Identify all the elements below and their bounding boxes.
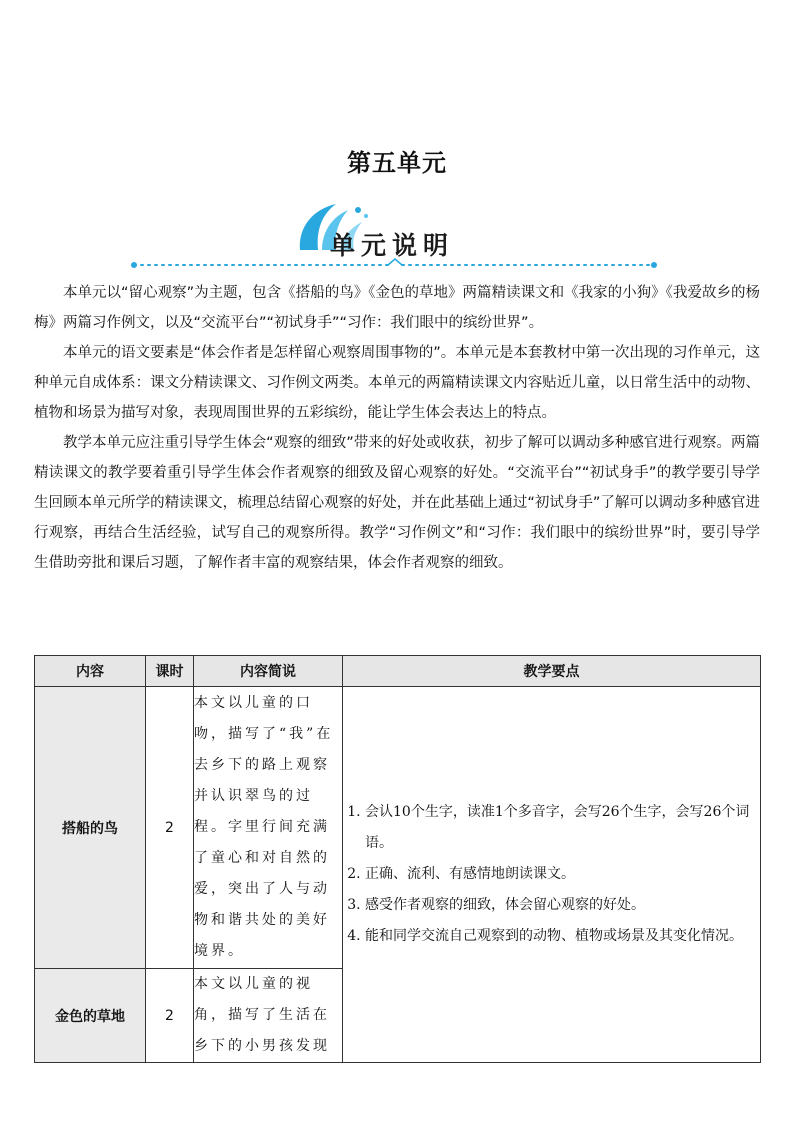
- lesson-hours: 2: [146, 969, 194, 1063]
- table-row: [35, 687, 761, 969]
- list-item: 1. 会认10个生字，读准1个多音字，会写26个生字，会写26个词语。: [365, 797, 760, 859]
- list-item: 4. 能和同学交流自己观察到的动物、植物或场景及其变化情况。: [365, 921, 760, 952]
- page-title: 第五单元: [347, 149, 447, 177]
- header-hours: 课时: [146, 656, 194, 687]
- lesson-summary-text: 本文以儿童的视角，描写了生活在乡下的小男孩发现: [194, 976, 330, 1054]
- dotted-divider: [130, 258, 660, 272]
- section-header-title: 单元说明: [330, 231, 455, 260]
- header-content: 内容: [35, 656, 146, 687]
- header-summary: 内容简说: [194, 656, 343, 687]
- lesson-name: 搭船的鸟: [35, 687, 146, 969]
- lesson-summary: [194, 687, 343, 969]
- lesson-hours: 2: [146, 687, 194, 969]
- paragraph-elements: 本单元的语文要素是“体会作者是怎样留心观察周围事物的”。本单元是本套教材中第一次出现的习作单元，这种单元自成体系：课文分精读课文、习作例文两类。本单元的两篇精读课文内容贴近儿童，以日常生活中的动物、植物和场景为描写对象，表现周围世界的五彩缤纷，能让学生体会表达上的特点。: [34, 345, 760, 421]
- unit-description: [34, 278, 760, 578]
- lesson-summary: [194, 969, 343, 1063]
- lesson-name: 金色的草地: [35, 969, 146, 1063]
- teaching-points: [343, 687, 761, 1063]
- paragraph-theme: 本单元以“留心观察”为主题，包含《搭船的鸟》《金色的草地》两篇精读课文和《我家的小狗》《我爱故乡的杨梅》两篇习作例文，以及“交流平台”“初试身手”“习作：我们眼中的缤纷世界”。: [34, 285, 760, 331]
- teaching-points-list: [343, 797, 760, 952]
- list-item: 3. 感受作者观察的细致，体会留心观察的好处。: [365, 890, 760, 921]
- section-header: [0, 200, 794, 272]
- list-item: 2. 正确、流利、有感情地朗读课文。: [365, 859, 760, 890]
- paragraph-teaching: 教学本单元应注重引导学生体会“观察的细致”带来的好处或收获，初步了解可以调动多种感官进行观察。两篇精读课文的教学要着重引导学生体会作者观察的细致及留心观察的好处。“交流平台”“初试身手”的教学要引导学生回顾本单元所学的精读课文，梳理总结留心观察的好处，并在此基础上通过“初试身手”了解可以调动多种感官进行观察，再结合生活经验，试写自己的观察所得。教学“习作例文”和“习作：我们眼中的缤纷世界”时，要引导学生借助旁批和课后习题，了解作者丰富的观察结果，体会作者观察的细致。: [34, 435, 760, 571]
- lesson-summary-text: 本文以儿童的口吻，描写了“我”在去乡下的路上观察并认识翠鸟的过程。字里行间充满了童心和对自然的爱，突出了人与动物和谐共处的美好境界。: [194, 695, 334, 959]
- lesson-plan-table: [34, 655, 761, 1063]
- header-teaching-points: 教学要点: [343, 656, 761, 687]
- table-header-row: [35, 656, 761, 687]
